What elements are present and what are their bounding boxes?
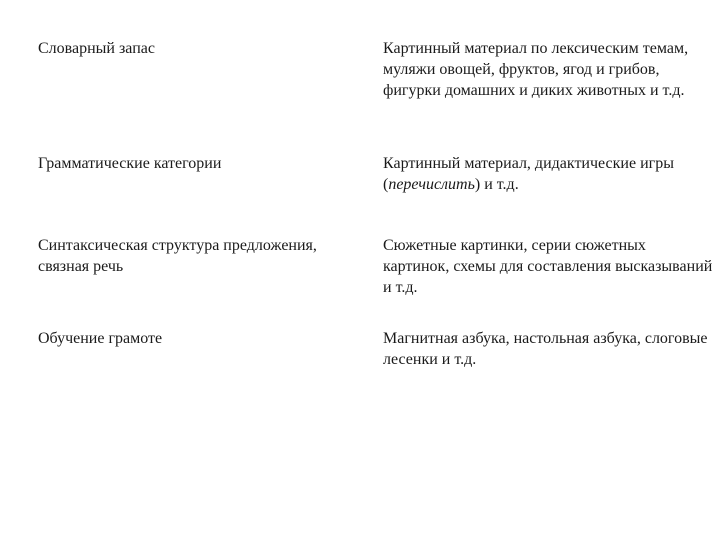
row-topic: Обучение грамоте <box>38 330 163 347</box>
row-materials <box>383 153 713 195</box>
materials-text-end: ) и т.д. <box>474 176 519 193</box>
materials-italic-text: перечислить <box>388 176 475 193</box>
row-materials: Сюжетные картинки, серии сюжетных картинок, схемы для составления высказываний и т.д. <box>383 237 713 296</box>
row-topic: Грамматические категории <box>38 155 222 172</box>
materials-text: Картинный материал, дидактические игры ( <box>383 155 674 193</box>
row-topic: Синтаксическая структура предложения, связная речь <box>38 237 317 275</box>
row-topic: Словарный запас <box>38 40 155 57</box>
row-materials: Картинный материал по лексическим темам, муляжи овощей, фруктов, ягод и грибов, фигурки домашних и диких животных и т.д. <box>383 40 689 99</box>
row-materials: Магнитная азбука, настольная азбука, слоговые лесенки и т.д. <box>383 330 708 368</box>
